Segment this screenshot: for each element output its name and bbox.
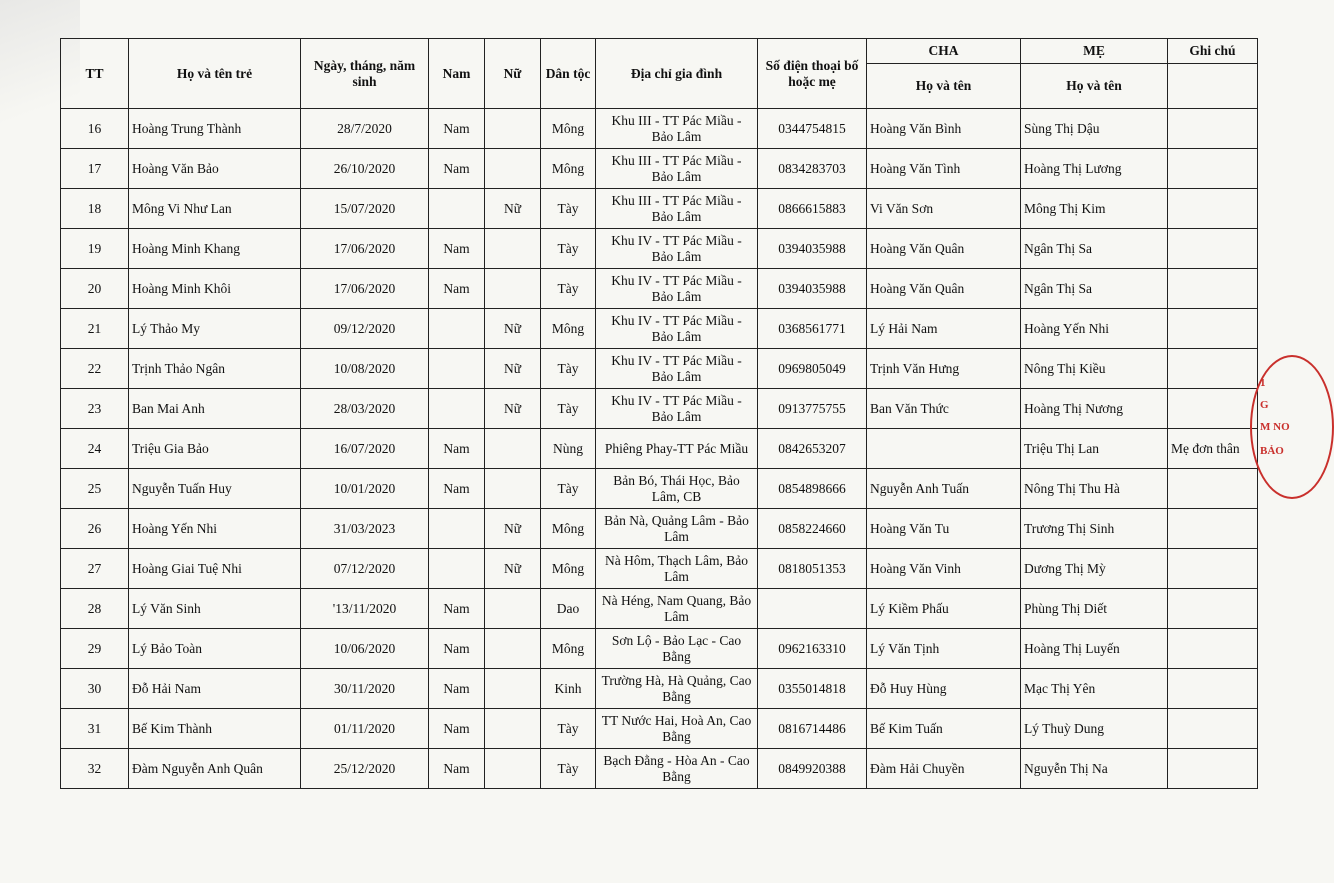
cell-tt: 18 xyxy=(61,189,129,229)
cell-phone: 0834283703 xyxy=(758,149,867,189)
header-father: CHA xyxy=(867,39,1021,64)
header-female: Nữ xyxy=(485,39,541,109)
cell-name: Hoàng Minh Khang xyxy=(129,229,301,269)
cell-eth: Tày xyxy=(541,349,596,389)
cell-father: Hoàng Văn Quân xyxy=(867,229,1021,269)
cell-note xyxy=(1168,349,1258,389)
header-note-sub xyxy=(1168,64,1258,109)
cell-note xyxy=(1168,189,1258,229)
cell-male: Nam xyxy=(429,269,485,309)
cell-addr: Trường Hà, Hà Quảng, Cao Bằng xyxy=(596,669,758,709)
table-row xyxy=(61,749,1258,789)
cell-phone: 0866615883 xyxy=(758,189,867,229)
table-row xyxy=(61,669,1258,709)
cell-female xyxy=(485,469,541,509)
cell-mother: Lý Thuỳ Dung xyxy=(1021,709,1168,749)
cell-note xyxy=(1168,309,1258,349)
table-row xyxy=(61,149,1258,189)
header-note: Ghi chú xyxy=(1168,39,1258,64)
cell-father: Vi Văn Sơn xyxy=(867,189,1021,229)
cell-eth: Mông xyxy=(541,309,596,349)
cell-mother: Dương Thị Mỳ xyxy=(1021,549,1168,589)
cell-phone: 0842653207 xyxy=(758,429,867,469)
cell-name: Bế Kim Thành xyxy=(129,709,301,749)
cell-name: Lý Thảo My xyxy=(129,309,301,349)
cell-phone: 0368561771 xyxy=(758,309,867,349)
cell-mother: Mạc Thị Yên xyxy=(1021,669,1168,709)
cell-father: Hoàng Văn Vinh xyxy=(867,549,1021,589)
cell-dob: '13/11/2020 xyxy=(301,589,429,629)
cell-eth: Dao xyxy=(541,589,596,629)
table-row xyxy=(61,269,1258,309)
table-row xyxy=(61,469,1258,509)
official-stamp: 1 G M NO BẢO xyxy=(1250,355,1334,499)
cell-eth: Tày xyxy=(541,389,596,429)
cell-phone: 0849920388 xyxy=(758,749,867,789)
cell-eth: Tày xyxy=(541,189,596,229)
table-row xyxy=(61,109,1258,149)
cell-note xyxy=(1168,269,1258,309)
cell-male: Nam xyxy=(429,629,485,669)
cell-phone: 0962163310 xyxy=(758,629,867,669)
cell-addr: Sơn Lộ - Bảo Lạc - Cao Bằng xyxy=(596,629,758,669)
cell-eth: Tày xyxy=(541,469,596,509)
cell-dob: 17/06/2020 xyxy=(301,269,429,309)
cell-female: Nữ xyxy=(485,349,541,389)
cell-name: Ban Mai Anh xyxy=(129,389,301,429)
cell-tt: 25 xyxy=(61,469,129,509)
children-list-table xyxy=(60,38,1258,789)
cell-tt: 24 xyxy=(61,429,129,469)
cell-male xyxy=(429,509,485,549)
cell-note xyxy=(1168,469,1258,509)
header-mother-name: Họ và tên xyxy=(1021,64,1168,109)
cell-phone: 0816714486 xyxy=(758,709,867,749)
cell-mother: Hoàng Thị Lương xyxy=(1021,149,1168,189)
cell-name: Lý Bảo Toàn xyxy=(129,629,301,669)
header-father-name: Họ và tên xyxy=(867,64,1021,109)
cell-father: Trịnh Văn Hưng xyxy=(867,349,1021,389)
cell-female xyxy=(485,229,541,269)
cell-female: Nữ xyxy=(485,309,541,349)
cell-dob: 28/03/2020 xyxy=(301,389,429,429)
cell-name: Trịnh Thảo Ngân xyxy=(129,349,301,389)
cell-father: Hoàng Văn Tình xyxy=(867,149,1021,189)
cell-eth: Tày xyxy=(541,269,596,309)
cell-female: Nữ xyxy=(485,189,541,229)
cell-dob: 16/07/2020 xyxy=(301,429,429,469)
table-row xyxy=(61,429,1258,469)
cell-tt: 31 xyxy=(61,709,129,749)
table-row xyxy=(61,229,1258,269)
cell-addr: Khu IV - TT Pác Miầu - Bảo Lâm xyxy=(596,309,758,349)
cell-addr: Khu IV - TT Pác Miầu - Bảo Lâm xyxy=(596,269,758,309)
cell-male: Nam xyxy=(429,109,485,149)
cell-note xyxy=(1168,509,1258,549)
cell-addr: Nà Hôm, Thạch Lâm, Bảo Lâm xyxy=(596,549,758,589)
cell-dob: 10/01/2020 xyxy=(301,469,429,509)
cell-name: Hoàng Giai Tuệ Nhi xyxy=(129,549,301,589)
cell-male xyxy=(429,389,485,429)
cell-male: Nam xyxy=(429,149,485,189)
cell-female xyxy=(485,269,541,309)
cell-note xyxy=(1168,669,1258,709)
cell-mother: Sùng Thị Dậu xyxy=(1021,109,1168,149)
cell-note: Mẹ đơn thân xyxy=(1168,429,1258,469)
cell-eth: Mông xyxy=(541,549,596,589)
cell-male xyxy=(429,309,485,349)
cell-addr: Khu IV - TT Pác Miầu - Bảo Lâm xyxy=(596,389,758,429)
cell-name: Lý Văn Sinh xyxy=(129,589,301,629)
cell-addr: Khu III - TT Pác Miầu - Bảo Lâm xyxy=(596,109,758,149)
cell-mother: Hoàng Thị Luyến xyxy=(1021,629,1168,669)
table-row xyxy=(61,509,1258,549)
cell-note xyxy=(1168,109,1258,149)
cell-phone: 0858224660 xyxy=(758,509,867,549)
cell-addr: Bản Nà, Quảng Lâm - Bảo Lâm xyxy=(596,509,758,549)
cell-male: Nam xyxy=(429,669,485,709)
cell-father: Đàm Hải Chuyền xyxy=(867,749,1021,789)
cell-note xyxy=(1168,589,1258,629)
cell-female xyxy=(485,109,541,149)
cell-father: Bế Kim Tuấn xyxy=(867,709,1021,749)
cell-tt: 30 xyxy=(61,669,129,709)
cell-addr: Khu III - TT Pác Miầu - Bảo Lâm xyxy=(596,189,758,229)
cell-addr: Bản Bó, Thái Học, Bảo Lâm, CB xyxy=(596,469,758,509)
cell-mother: Phùng Thị Diết xyxy=(1021,589,1168,629)
cell-eth: Nùng xyxy=(541,429,596,469)
cell-tt: 27 xyxy=(61,549,129,589)
cell-eth: Mông xyxy=(541,509,596,549)
cell-eth: Tày xyxy=(541,229,596,269)
cell-male: Nam xyxy=(429,589,485,629)
cell-name: Đàm Nguyễn Anh Quân xyxy=(129,749,301,789)
cell-name: Nguyễn Tuấn Huy xyxy=(129,469,301,509)
cell-male: Nam xyxy=(429,749,485,789)
cell-mother: Triệu Thị Lan xyxy=(1021,429,1168,469)
header-mother: MẸ xyxy=(1021,39,1168,64)
table-row xyxy=(61,549,1258,589)
cell-female: Nữ xyxy=(485,509,541,549)
cell-female xyxy=(485,429,541,469)
cell-dob: 07/12/2020 xyxy=(301,549,429,589)
cell-dob: 15/07/2020 xyxy=(301,189,429,229)
cell-dob: 30/11/2020 xyxy=(301,669,429,709)
cell-name: Hoàng Văn Bảo xyxy=(129,149,301,189)
table-row xyxy=(61,589,1258,629)
cell-male: Nam xyxy=(429,709,485,749)
cell-note xyxy=(1168,149,1258,189)
cell-name: Đỗ Hải Nam xyxy=(129,669,301,709)
cell-addr: Bạch Đằng - Hòa An - Cao Bằng xyxy=(596,749,758,789)
header-address: Địa chỉ gia đình xyxy=(596,39,758,109)
cell-tt: 16 xyxy=(61,109,129,149)
cell-tt: 17 xyxy=(61,149,129,189)
cell-tt: 23 xyxy=(61,389,129,429)
cell-dob: 10/08/2020 xyxy=(301,349,429,389)
cell-father: Lý Văn Tịnh xyxy=(867,629,1021,669)
cell-phone: 0854898666 xyxy=(758,469,867,509)
cell-addr: Phiêng Phay-TT Pác Miầu xyxy=(596,429,758,469)
cell-note xyxy=(1168,749,1258,789)
header-dob: Ngày, tháng, năm sinh xyxy=(301,39,429,109)
cell-mother: Hoàng Yến Nhi xyxy=(1021,309,1168,349)
cell-male xyxy=(429,189,485,229)
cell-female: Nữ xyxy=(485,389,541,429)
cell-mother: Ngân Thị Sa xyxy=(1021,269,1168,309)
cell-mother: Mông Thị Kim xyxy=(1021,189,1168,229)
cell-dob: 26/10/2020 xyxy=(301,149,429,189)
cell-dob: 10/06/2020 xyxy=(301,629,429,669)
cell-addr: Khu IV - TT Pác Miầu - Bảo Lâm xyxy=(596,349,758,389)
cell-note xyxy=(1168,229,1258,269)
cell-female xyxy=(485,629,541,669)
cell-tt: 29 xyxy=(61,629,129,669)
cell-tt: 19 xyxy=(61,229,129,269)
cell-note xyxy=(1168,629,1258,669)
cell-female xyxy=(485,669,541,709)
cell-father: Hoàng Văn Tu xyxy=(867,509,1021,549)
cell-mother: Nông Thị Thu Hà xyxy=(1021,469,1168,509)
cell-mother: Nông Thị Kiều xyxy=(1021,349,1168,389)
header-name: Họ và tên trẻ xyxy=(129,39,301,109)
cell-phone: 0344754815 xyxy=(758,109,867,149)
cell-female: Nữ xyxy=(485,549,541,589)
cell-dob: 17/06/2020 xyxy=(301,229,429,269)
header-male: Nam xyxy=(429,39,485,109)
table-row xyxy=(61,389,1258,429)
cell-phone: 0913775755 xyxy=(758,389,867,429)
cell-male: Nam xyxy=(429,469,485,509)
cell-phone: 0394035988 xyxy=(758,229,867,269)
cell-name: Mông Vi Như Lan xyxy=(129,189,301,229)
cell-dob: 28/7/2020 xyxy=(301,109,429,149)
table-row xyxy=(61,189,1258,229)
cell-father: Nguyễn Anh Tuấn xyxy=(867,469,1021,509)
cell-male xyxy=(429,549,485,589)
cell-eth: Mông xyxy=(541,629,596,669)
cell-female xyxy=(485,589,541,629)
cell-mother: Ngân Thị Sa xyxy=(1021,229,1168,269)
table-row xyxy=(61,629,1258,669)
cell-eth: Mông xyxy=(541,149,596,189)
cell-dob: 01/11/2020 xyxy=(301,709,429,749)
cell-male xyxy=(429,349,485,389)
cell-tt: 20 xyxy=(61,269,129,309)
cell-father: Đỗ Huy Hùng xyxy=(867,669,1021,709)
cell-phone: 0818051353 xyxy=(758,549,867,589)
cell-father: Lý Kiềm Phấu xyxy=(867,589,1021,629)
cell-addr: Khu III - TT Pác Miầu - Bảo Lâm xyxy=(596,149,758,189)
cell-father: Hoàng Văn Bình xyxy=(867,109,1021,149)
cell-name: Triệu Gia Bảo xyxy=(129,429,301,469)
cell-male: Nam xyxy=(429,229,485,269)
cell-phone: 0969805049 xyxy=(758,349,867,389)
cell-eth: Kinh xyxy=(541,669,596,709)
cell-male: Nam xyxy=(429,429,485,469)
cell-mother: Hoàng Thị Nương xyxy=(1021,389,1168,429)
cell-tt: 32 xyxy=(61,749,129,789)
cell-tt: 21 xyxy=(61,309,129,349)
header-phone: Số điện thoại bố hoặc mẹ xyxy=(758,39,867,109)
cell-tt: 28 xyxy=(61,589,129,629)
cell-addr: TT Nước Hai, Hoà An, Cao Bằng xyxy=(596,709,758,749)
table-row xyxy=(61,309,1258,349)
cell-father: Ban Văn Thức xyxy=(867,389,1021,429)
cell-note xyxy=(1168,549,1258,589)
cell-mother: Nguyễn Thị Na xyxy=(1021,749,1168,789)
cell-dob: 25/12/2020 xyxy=(301,749,429,789)
cell-name: Hoàng Minh Khôi xyxy=(129,269,301,309)
cell-addr: Nà Héng, Nam Quang, Bảo Lâm xyxy=(596,589,758,629)
cell-tt: 22 xyxy=(61,349,129,389)
cell-eth: Tày xyxy=(541,709,596,749)
table-row xyxy=(61,709,1258,749)
cell-addr: Khu IV - TT Pác Miầu - Bảo Lâm xyxy=(596,229,758,269)
cell-note xyxy=(1168,709,1258,749)
header-ethnicity: Dân tộc xyxy=(541,39,596,109)
table-row xyxy=(61,349,1258,389)
cell-father xyxy=(867,429,1021,469)
cell-name: Hoàng Yến Nhi xyxy=(129,509,301,549)
cell-name: Hoàng Trung Thành xyxy=(129,109,301,149)
cell-female xyxy=(485,749,541,789)
cell-father: Hoàng Văn Quân xyxy=(867,269,1021,309)
cell-mother: Trương Thị Sinh xyxy=(1021,509,1168,549)
cell-eth: Mông xyxy=(541,109,596,149)
cell-eth: Tày xyxy=(541,749,596,789)
cell-phone xyxy=(758,589,867,629)
cell-phone: 0355014818 xyxy=(758,669,867,709)
cell-tt: 26 xyxy=(61,509,129,549)
cell-dob: 31/03/2023 xyxy=(301,509,429,549)
cell-dob: 09/12/2020 xyxy=(301,309,429,349)
cell-female xyxy=(485,149,541,189)
cell-phone: 0394035988 xyxy=(758,269,867,309)
cell-father: Lý Hải Nam xyxy=(867,309,1021,349)
header-tt: TT xyxy=(61,39,129,109)
cell-female xyxy=(485,709,541,749)
cell-note xyxy=(1168,389,1258,429)
